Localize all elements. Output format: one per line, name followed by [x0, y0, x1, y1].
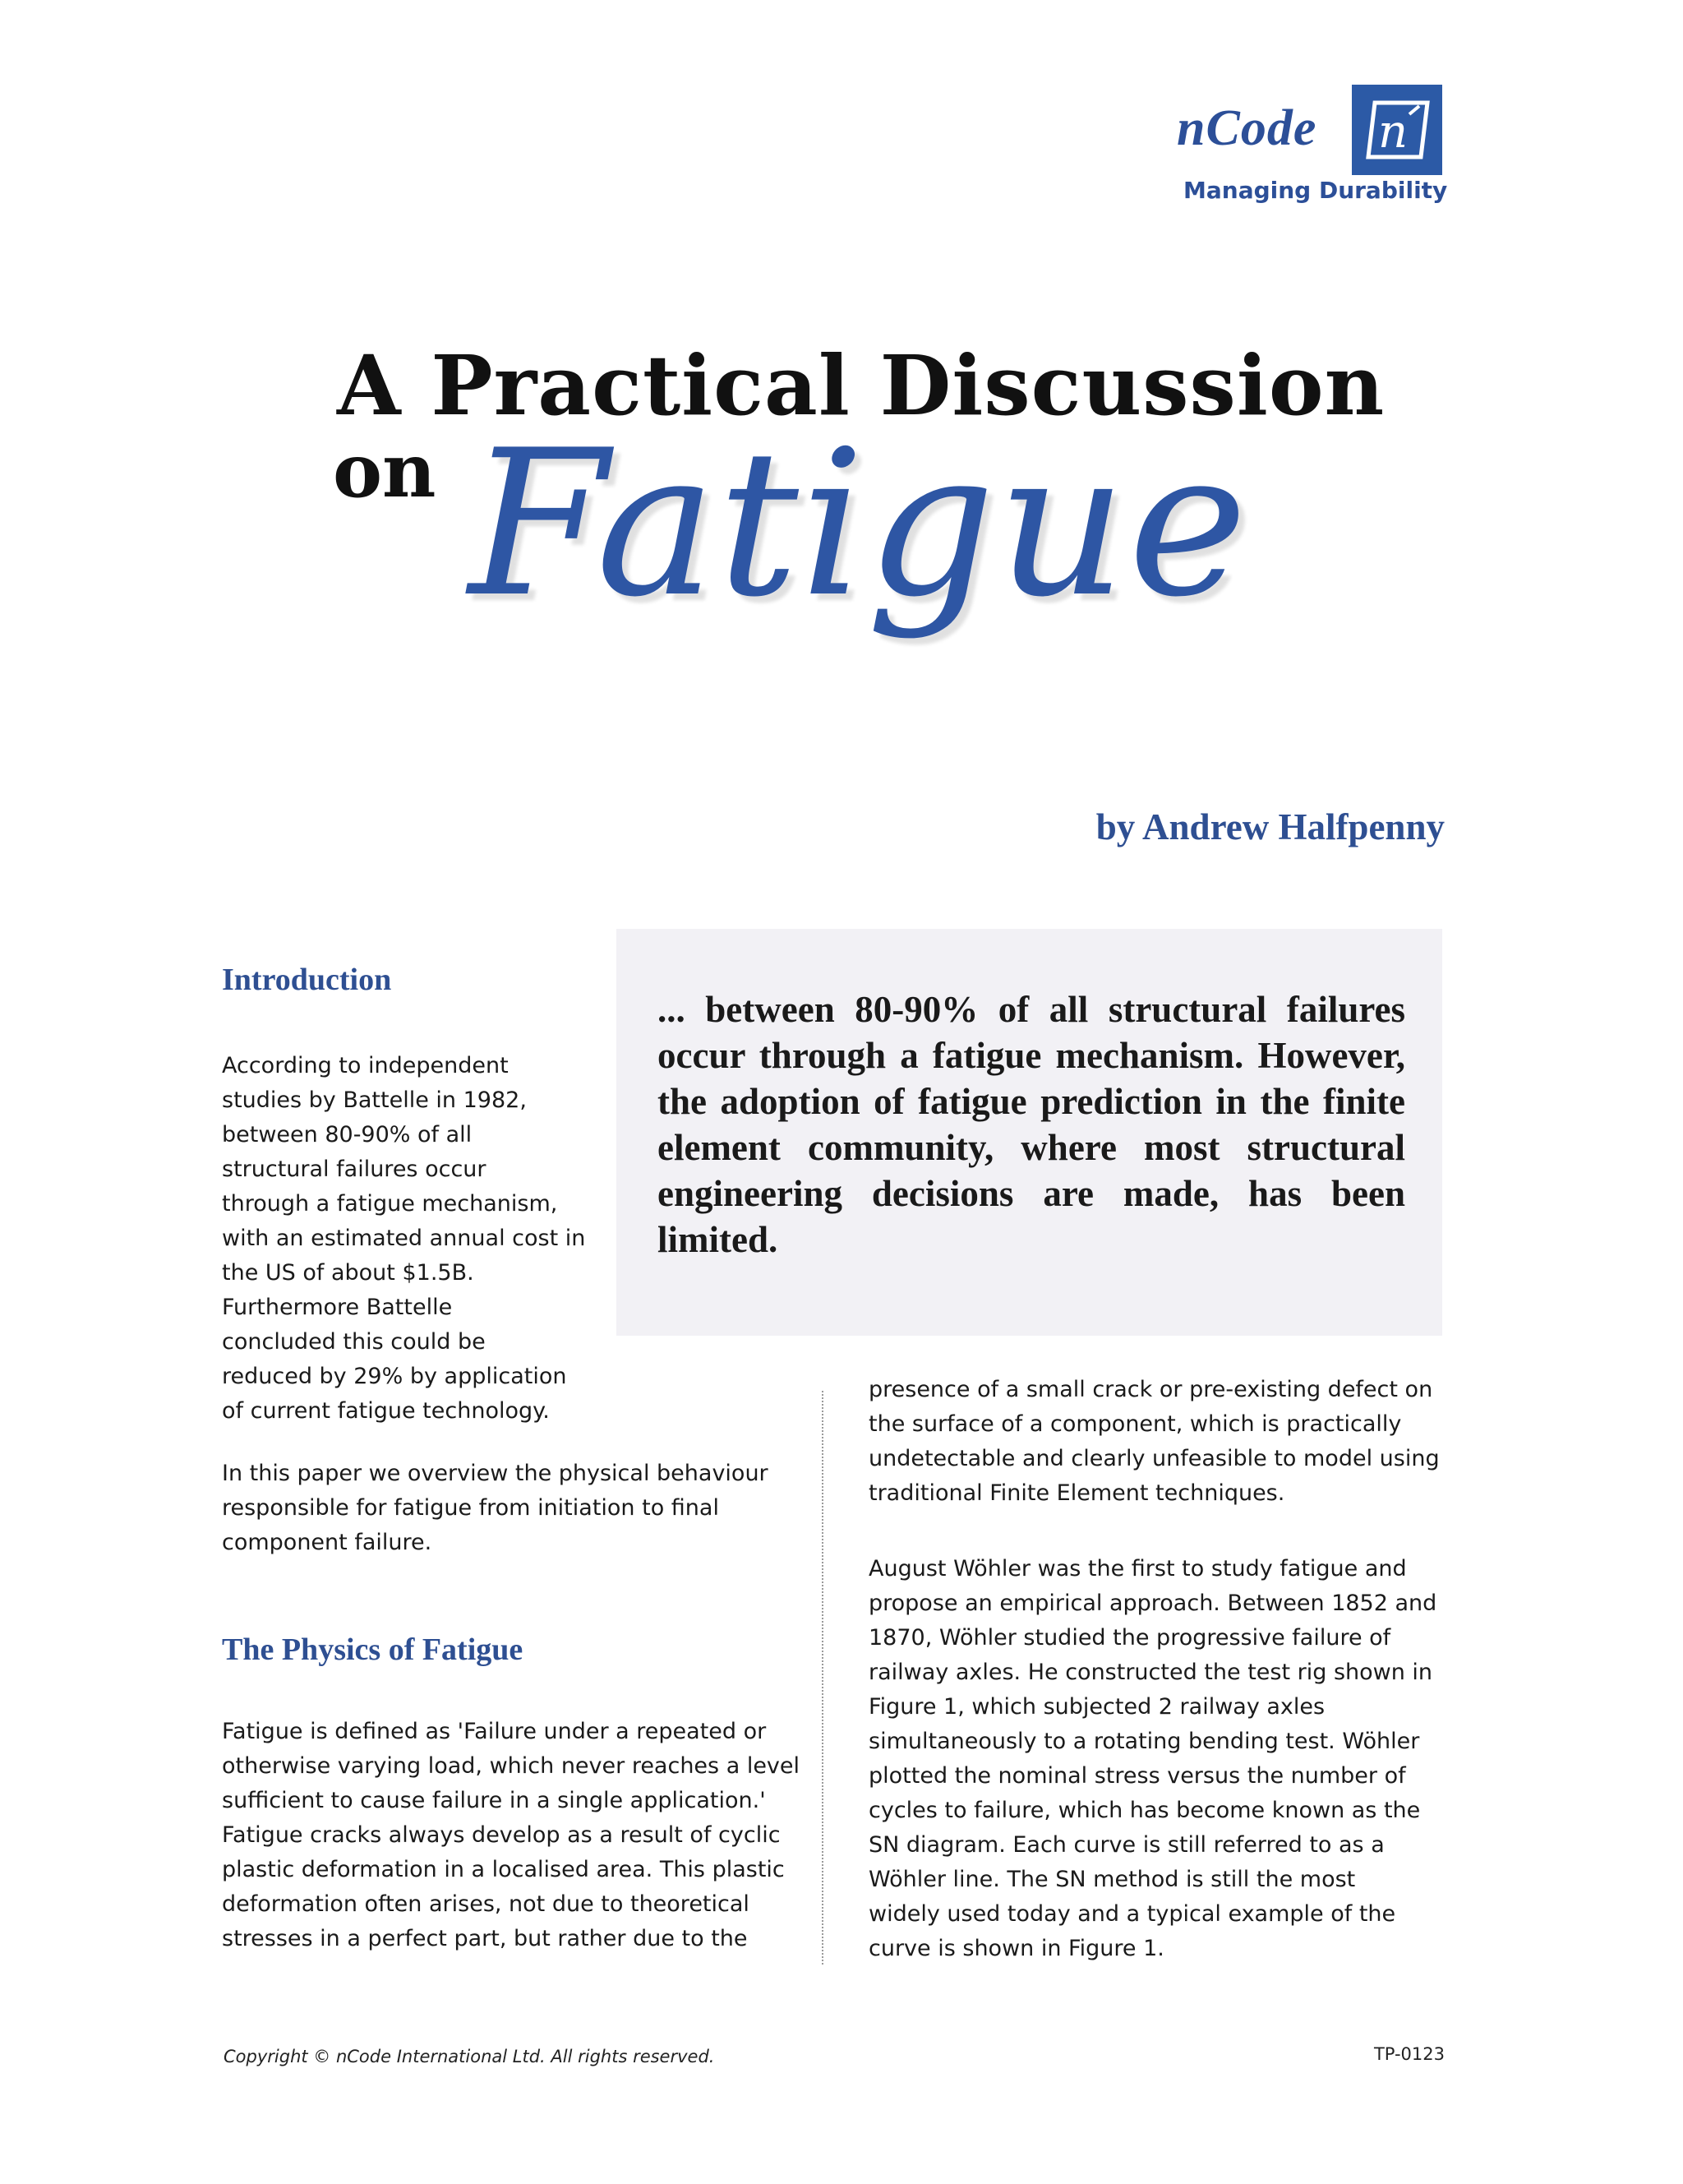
text-line: otherwise varying load, which never reaches a level: [222, 1753, 800, 1779]
author-byline: by Andrew Halfpenny: [1095, 806, 1445, 847]
logo-tagline: Managing Durability: [1183, 177, 1448, 204]
logo-wordmark: nCode: [1177, 100, 1317, 156]
text-line: Fatigue is defined as 'Failure under a repeated or: [222, 1719, 767, 1744]
text-line: August Wöhler was the first to study fatigue and: [869, 1556, 1407, 1581]
logo-mark-letter: n: [1377, 105, 1409, 159]
text-line: with an estimated annual cost in: [222, 1226, 586, 1251]
right-column-paragraph-1: [869, 1373, 1440, 1511]
text-line: sufficient to cause failure in a single application.': [222, 1788, 766, 1813]
text-line: railway axles. He constructed the test rig shown in: [869, 1660, 1433, 1685]
introduction-paragraph-1: [222, 1049, 585, 1429]
text-line: the surface of a component, which is practically: [869, 1411, 1402, 1437]
text-line: studies by Battelle in 1982,: [222, 1087, 527, 1113]
introduction-paragraph-2: [222, 1457, 768, 1560]
text-line: deformation often arises, not due to theoretical: [222, 1891, 749, 1917]
text-line: In this paper we overview the physical behaviour: [222, 1461, 768, 1486]
pull-quote-box: [616, 929, 1442, 1336]
text-line: plotted the nominal stress versus the number of: [869, 1763, 1406, 1789]
text-line: widely used today and a typical example of the: [869, 1901, 1396, 1927]
text-line: of current fatigue technology.: [222, 1398, 550, 1424]
text-line: propose an empirical approach. Between 1852 and: [869, 1591, 1437, 1616]
introduction-heading: Introduction: [222, 963, 392, 997]
text-line: through a fatigue mechanism,: [222, 1191, 558, 1217]
text-line: concluded this could be: [222, 1329, 486, 1355]
text-line: between 80-90% of all: [222, 1122, 473, 1147]
physics-heading: The Physics of Fatigue: [222, 1632, 523, 1667]
text-line: responsible for fatigue from initiation to final: [222, 1495, 719, 1521]
title-fatigue: Fatigue: [468, 407, 1249, 641]
right-column-paragraph-2: [869, 1552, 1436, 1966]
text-line: plastic deformation in a localised area. This plastic: [222, 1857, 785, 1882]
title-on: on: [333, 427, 436, 515]
footer-doc-id: TP-0123: [1373, 2044, 1445, 2064]
text-line: undetectable and clearly unfeasible to model using: [869, 1446, 1440, 1471]
logo-mark-svg: [1352, 85, 1442, 175]
text-line: cycles to failure, which has become known as the: [869, 1798, 1421, 1823]
text-line: simultaneously to a rotating bending test. Wöhler: [869, 1729, 1420, 1754]
text-line: curve is shown in Figure 1.: [869, 1936, 1164, 1961]
physics-paragraph: [222, 1715, 800, 1956]
text-line: traditional Finite Element techniques.: [869, 1480, 1285, 1506]
text-line: Furthermore Battelle: [222, 1295, 453, 1320]
text-line: According to independent: [222, 1053, 509, 1078]
title-line-1: A Practical Discussion: [337, 337, 1386, 434]
column-divider: [822, 1391, 823, 1965]
pull-quote-text: ... between 80-90% of all structural failures occur through a fatigue mechanism. However, the adoption of fatigue prediction in the finite element community, where most structural engineering decisions are made, has been limited.: [657, 989, 1405, 1260]
text-line: presence of a small crack or pre-existing defect on: [869, 1377, 1433, 1402]
text-line: stresses in a perfect part, but rather due to the: [222, 1926, 748, 1951]
text-line: Wöhler line. The SN method is still the most: [869, 1867, 1356, 1892]
logo-mark-icon: [1352, 85, 1442, 175]
ncode-logo: [1175, 85, 1450, 216]
text-line: structural failures occur: [222, 1157, 486, 1182]
footer-copyright: Copyright © nCode International Ltd. All rights reserved.: [224, 2047, 715, 2066]
text-line: the US of about $1.5B.: [222, 1260, 474, 1286]
text-line: component failure.: [222, 1530, 432, 1555]
text-line: SN diagram. Each curve is still referred to as a: [869, 1832, 1385, 1858]
text-line: 1870, Wöhler studied the progressive failure of: [869, 1625, 1391, 1651]
text-line: Figure 1, which subjected 2 railway axles: [869, 1694, 1326, 1720]
text-line: Fatigue cracks always develop as a result of cyclic: [222, 1822, 781, 1848]
text-line: reduced by 29% by application: [222, 1364, 567, 1389]
